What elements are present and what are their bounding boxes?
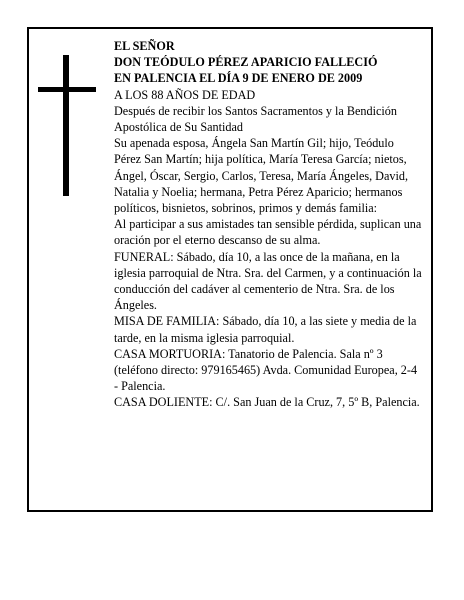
obituary-text	[114, 38, 422, 411]
funeral-home-paragraph: CASA MORTUORIA: Tanatorio de Palencia. Sala nº 3 (teléfono directo: 979165465) Avda. Comunidad Europea, 2-4 - Palencia.	[114, 346, 418, 394]
mourning-house-paragraph: CASA DOLIENTE: C/. San Juan de la Cruz, 7, 5º B, Palencia.	[114, 395, 420, 410]
cross-horizontal-bar	[38, 87, 96, 92]
family-mass-paragraph: MISA DE FAMILIA: Sábado, día 10, a las siete y media de la tarde, en la misma iglesia parroquial.	[114, 314, 417, 345]
cross-vertical-bar	[63, 55, 69, 196]
heading-line: DON TEÓDULO PÉREZ APARICIO FALLECIÓ	[114, 55, 378, 70]
heading-line: EN PALENCIA EL DÍA 9 DE ENERO DE 2009	[114, 71, 363, 86]
age-line: A LOS 88 AÑOS DE EDAD	[114, 87, 256, 102]
heading-line: EL SEÑOR	[114, 39, 175, 53]
family-paragraph: Su apenada esposa, Ángela San Martín Gil; hijo, Teódulo Pérez San Martín; hija política, María Teresa García; nietos, Ángel, Óscar, Sergio, Carlos, Teresa, María Ángeles, David, Natalia y Noelia; hermana, Petra Pérez Aparicio; hermanos políticos, bisnietos, sobrinos, primos y demás familia:	[114, 136, 409, 216]
funeral-paragraph: FUNERAL: Sábado, día 10, a las once de la mañana, en la iglesia parroquial de Ntra. Sra. del Carmen, y a continuación la conducción del cadáver al cementerio de Ntra. Sra. de los Ángeles.	[114, 249, 422, 313]
prayer-paragraph: Al participar a sus amistades tan sensible pérdida, suplican una oración por el eterno descanso de su alma.	[114, 217, 422, 248]
sacraments-paragraph: Después de recibir los Santos Sacramentos y la Bendición Apostólica de Su Santidad	[114, 103, 397, 135]
